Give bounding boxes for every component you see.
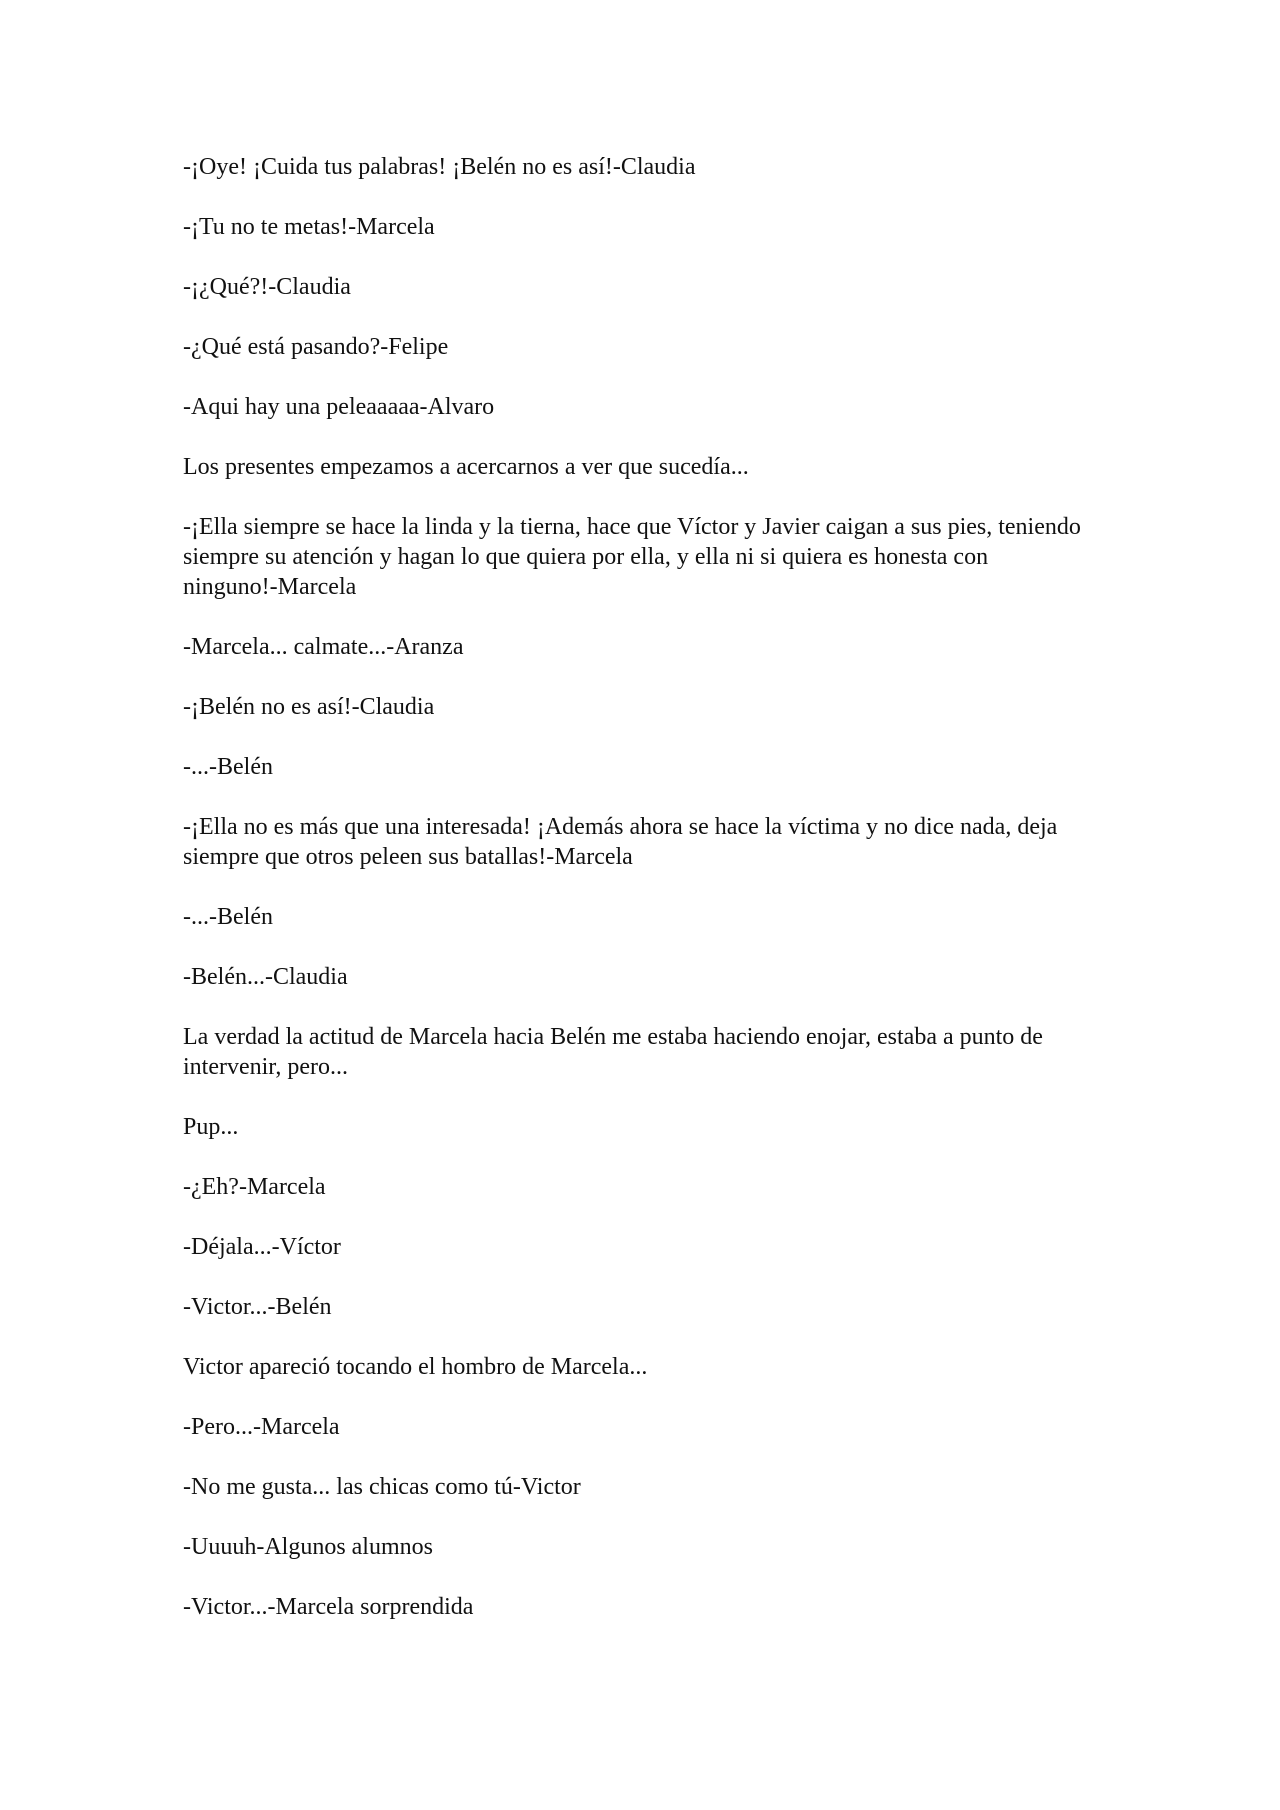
dialogue-line: -¡¿Qué?!-Claudia (183, 274, 351, 300)
dialogue-line: -¡Belén no es así!-Claudia (183, 694, 435, 720)
document-body (183, 152, 1083, 1652)
dialogue-line: -Aqui hay una peleaaaaa-Alvaro (183, 394, 495, 420)
dialogue-line: -¿Qué está pasando?-Felipe (183, 334, 449, 360)
dialogue-line: -Victor...-Belén (183, 1294, 332, 1320)
dialogue-line: -...-Belén (183, 904, 273, 930)
dialogue-line: -...-Belén (183, 754, 273, 780)
narration-paragraph: Los presentes empezamos a acercarnos a ver que sucedía... (183, 454, 749, 480)
narration-paragraph: Victor apareció tocando el hombro de Marcela... (183, 1354, 648, 1380)
narration-paragraph: Pup... (183, 1114, 239, 1140)
narration-paragraph: La verdad la actitud de Marcela hacia Belén me estaba haciendo enojar, estaba a punto de intervenir, pero... (183, 1024, 1043, 1080)
dialogue-line: -Victor...-Marcela sorprendida (183, 1594, 474, 1620)
dialogue-line: -Uuuuh-Algunos alumnos (183, 1534, 433, 1560)
dialogue-line: -¡Tu no te metas!-Marcela (183, 214, 435, 240)
dialogue-line: -Pero...-Marcela (183, 1414, 340, 1440)
dialogue-line: -¿Eh?-Marcela (183, 1174, 326, 1200)
dialogue-line: -¡Ella siempre se hace la linda y la tierna, hace que Víctor y Javier caigan a sus pies, teniendo siempre su atención y hagan lo que quiera por ella, y ella ni si quiera es honesta con ninguno!-Marcela (183, 514, 1081, 600)
dialogue-line: -Belén...-Claudia (183, 964, 348, 990)
dialogue-line: -¡Oye! ¡Cuida tus palabras! ¡Belén no es así!-Claudia (183, 154, 696, 180)
dialogue-line: -No me gusta... las chicas como tú-Victor (183, 1474, 581, 1500)
dialogue-line: -Marcela... calmate...-Aranza (183, 634, 464, 660)
dialogue-line: -¡Ella no es más que una interesada! ¡Además ahora se hace la víctima y no dice nada, deja siempre que otros peleen sus batallas!-Marcela (183, 814, 1058, 870)
dialogue-line: -Déjala...-Víctor (183, 1234, 341, 1260)
